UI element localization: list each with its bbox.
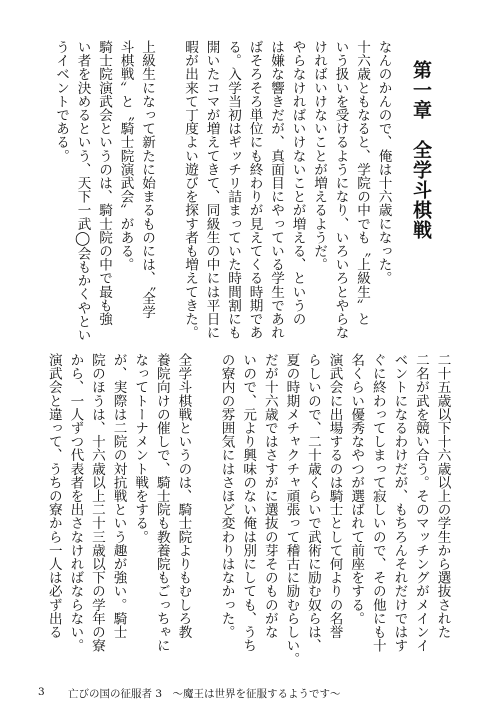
text-column: いので、元より興味のない俺は別にしても、うち — [240, 353, 257, 653]
text-column: 騎士院演武会というのは、騎士院の中で最も強 — [96, 40, 113, 326]
text-column: 院のほうは、十六歳以上二十三歳以下の学年の寮 — [88, 353, 105, 653]
book-title: 亡びの国の征服者 3 ～魔王は世界を征服するようです～ — [68, 688, 341, 700]
text-column: 夏の時期メチャクチャ頑張って稽古に励むらしい。 — [283, 353, 300, 666]
text-column: が、実際は二院の対抗戦という趣が強い。騎士 — [110, 353, 127, 639]
text-column: い者を決めるという、天下一武◯会もかくやとい — [74, 40, 91, 342]
text-column: なんのかんので、俺は十六歳になった。 — [375, 40, 392, 285]
text-column: 開いたコマが増えてきて、同級生の中には平日に — [203, 40, 220, 340]
text-column: 養院向けの催しで、騎士院も教養院もごっちゃに — [153, 353, 170, 653]
text-column: 二名が武を競い合う。そのマッチングがメインイ — [412, 353, 429, 653]
text-column: やらなければいけないことが増える、というの — [289, 40, 306, 326]
text-column: 名くらい優秀なやつが選ばれて前座をする。 — [348, 353, 365, 625]
text-column: 斗棋戦〟と〝騎士院演武会〟がある。 — [117, 40, 134, 272]
text-column: らしいので、二十歳くらいで武術に励む奴らは、 — [304, 353, 321, 653]
text-column: 暇が出来て丁度よい遊びを探す者も増えてきた。 — [182, 40, 199, 340]
text-column: いう扱いを受けるようになり、いろいろとやらな — [332, 40, 349, 340]
text-column: る。入学当初はギッチリ詰まっていた時間割にも — [225, 40, 242, 340]
text-column: 上級生になって新たに始まるものには、〝全学 — [139, 40, 156, 319]
text-column: うイベントである。 — [53, 40, 70, 163]
chapter-title: 第一章 全学斗棋戦 — [410, 60, 432, 240]
page-number: 3 — [38, 686, 45, 698]
text-column: ければいけないことが増えるようだ。 — [311, 40, 328, 272]
text-column: 演武会と違って、うちの寮から一人は必ず出る — [45, 353, 62, 639]
text-column: ベントになるわけだが、もちろんそれだけではす — [391, 353, 408, 653]
text-column: なってトーナメント戦をする。 — [132, 353, 149, 544]
text-column: ばそろそろ単位にも終わりが見えてくる時期であ — [246, 40, 263, 340]
text-column: の寮内の雰囲気にはさほど変わりはなかった。 — [218, 353, 235, 639]
text-column: から、一人ずつ代表者を出さなければならない。 — [67, 353, 84, 653]
text-column: だが十六歳ではさすがに選抜の芽そのものがな — [261, 353, 278, 639]
text-column: は嫌な響きだが、真面目にやっている学生であれ — [268, 40, 285, 340]
text-column: 演武会に出場するのは騎士として何よりの名誉 — [326, 353, 343, 639]
text-column: 二十五歳以下十六歳以上の学生から選抜された — [434, 353, 451, 639]
text-column: 全学斗棋戦というのは、騎士院よりもむしろ教 — [175, 353, 192, 639]
text-column: ぐに終わってしまって寂しいので、その他にも十 — [369, 353, 386, 653]
text-column: 十六歳ともなると、学院の中でも〝上級生〟と — [354, 40, 371, 326]
